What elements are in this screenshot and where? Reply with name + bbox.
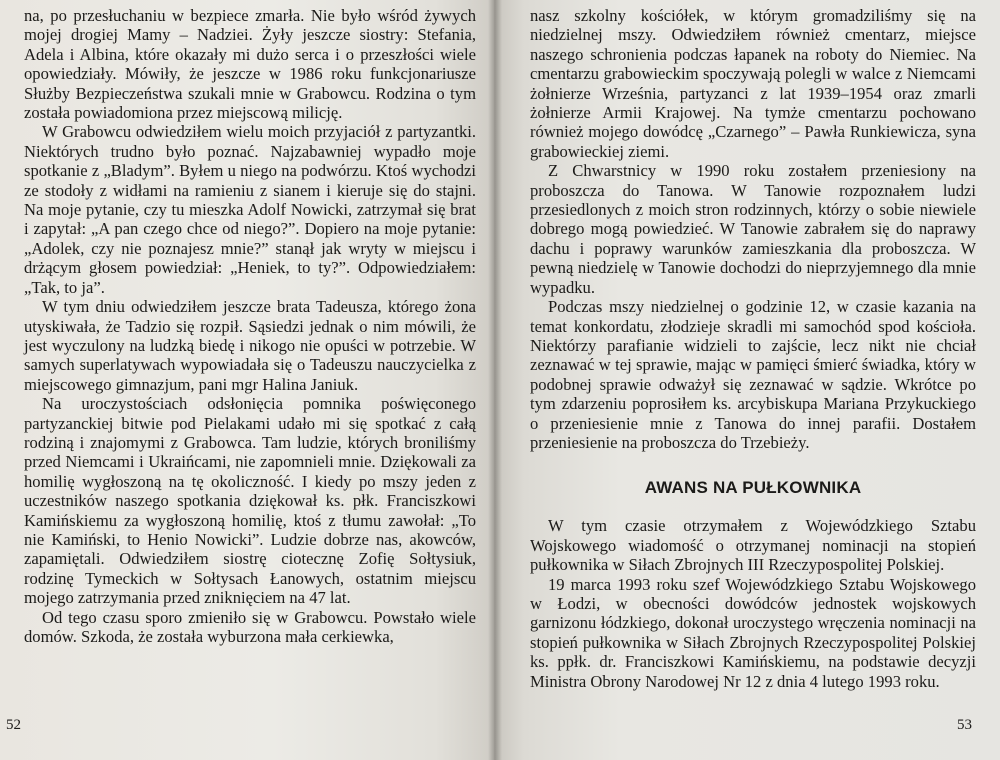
paragraph: W tym dniu odwiedziłem jeszcze brata Tadeusza, którego żona utyskiwała, że Tadzio się rozpił. Sąsiedzi jednak o nim mówili, że jest wyczulony na ludzką biedę i nikogo nie opuści w potrzebie. W samych superlatywach wypowiadała się o Tadeuszu nauczycielka z miejscowego gimnazjum, pani mgr Halina Janiuk. [24, 297, 476, 394]
paragraph: W tym czasie otrzymałem z Wojewódzkiego Sztabu Wojskowego wiadomość o otrzymanej nominacji na stopień pułkownika w Siłach Zbrojnych III Rzeczypospolitej Polskiej. [530, 516, 976, 575]
section-heading: AWANS NA PUŁKOWNIKA [644, 478, 862, 498]
left-page [0, 0, 494, 760]
paragraph: W Grabowcu odwiedziłem wielu moich przyjaciół z partyzantki. Niektórych trudno było poznać. Najzabawniej wypadło moje spotkanie z „Bladym”. Byłem u niego na podwórzu. Ktoś wychodzi ze stodoły z widłami na ramieniu z sianem i kieruje się do stajni. Na moje pytanie, czy tu mieszka Adolf Nowicki, zatrzymał się brat i zapytał: „A pan czego chce od niego?”. Dopiero na moje pytanie: „Adolek, czy nie poznajesz mnie?” stanął jak wryty w miejscu i drżącym głosem powiedział: „Heniek, to ty?”. Odpowiedziałem: „Tak, to ja”. [24, 122, 476, 297]
paragraph: Z Chwarstnicy w 1990 roku zostałem przeniesiony na proboszcza do Tanowa. W Tanowie rozpoznałem ludzi przesiedlonych z moich stron rodzinnych, którzy o sobie niewiele dobrego mogą powiedzieć. W Tanowie zabrałem się do naprawy dachu i poprawy warunków zamieszkania dla proboszcza. W pewną niedzielę w Tanowie dochodzi do nieprzyjemnego dla mnie wypadku. [530, 161, 976, 297]
paragraph: Na uroczystościach odsłonięcia pomnika poświęconego partyzanckiej bitwie pod Pielakami udało mi się spotkać z całą rodziną i znajomymi z Grabowca. Tam ludzie, których broniliśmy przed Niemcami i Ukraińcami, nie zapomnieli mnie. Dziękowali za homilię wygłoszoną na tę okoliczność. I kiedy po mszy jeden z uczestników naszego spotkania dziękował ks. płk. Franciszkowi Kamińskiemu za wygłoszoną homilię, ktoś z tłumu zawołał: „To nie Kamiński, to Henio Nowicki”. Ludzie dobrze nas, akowców, zapamiętali. Odwiedziłem siostrę ciotecznę Zofię Sołtysiuk, rodzinę Tymeckich w Sołtysach Łanowych, ostatnim miejscu mojego zatrzymania przed zniknięciem na 47 lat. [24, 394, 476, 608]
page-number: 52 [6, 717, 21, 733]
page-number: 53 [957, 717, 972, 733]
paragraph: na, po przesłuchaniu w bezpiece zmarła. Nie było wśród żywych mojej drogiej Mamy – Nadziei. Żyły jeszcze siostry: Stefania, Adela i Albina, które okazały mi dużo serca i o przeszłości wiele opowiedziały. Mówiły, że jeszcze w 1986 roku funkcjonariusze Służby Bezpieczeństwa szukali mnie w Grabowcu. Rodzina o tym została powiadomiona przez miejscową milicję. [24, 6, 476, 123]
paragraph: Podczas mszy niedzielnej o godzinie 12, w czasie kazania na temat konkordatu, złodzieje skradli mi samochód spod kościoła. Niektórzy parafianie widzieli to zajście, lecz nikt nie chciał zeznawać w tej sprawie, mając w pamięci śmierć świadka, który w podobnej sprawie odważył się zeznawać w sądzie. Wkrótce po tym zdarzeniu poprosiłem ks. arcybiskupa Mariana Przykuckiego o przeniesienie mnie z Tanowa do innej parafii. Dostałem przeniesienie na proboszcza do Trzebieży. [530, 297, 976, 452]
paragraph: Od tego czasu sporo zmieniło się w Grabowcu. Powstało wiele domów. Szkoda, że została wyburzona mała cerkiewka, [24, 607, 476, 646]
right-page [494, 0, 1000, 760]
paragraph: nasz szkolny kościółek, w którym gromadziliśmy się na niedzielnej mszy. Odwiedziłem również cmentarz, miejsce naszego schronienia podczas łapanek na roboty do Niemiec. Na cmentarzu grabowieckim spoczywają polegli w walce z Niemcami żołnierze Września, partyzanci z lat 1939–1954 oraz zmarli żołnierze Armii Krajowej. Na tymże cmentarzu pochowano również mojego dowódcę „Czarnego” – Pawła Runkiewicza, syna grabowieckiej ziemi. [530, 6, 976, 161]
paragraph: 19 marca 1993 roku szef Wojewódzkiego Sztabu Wojskowego w Łodzi, w obecności dowódców jednostek wojskowych garnizonu łódzkiego, dokonał uroczystego wręczenia nominacji na stopień pułkownika w Siłach Zbrojnych Rzeczypospolitej Polskiej ks. ppłk. dr. Franciszkowi Kamińskiemu, na podstawie decyzji Ministra Obrony Narodowej Nr 12 z dnia 4 lutego 1993 roku. [530, 574, 976, 691]
